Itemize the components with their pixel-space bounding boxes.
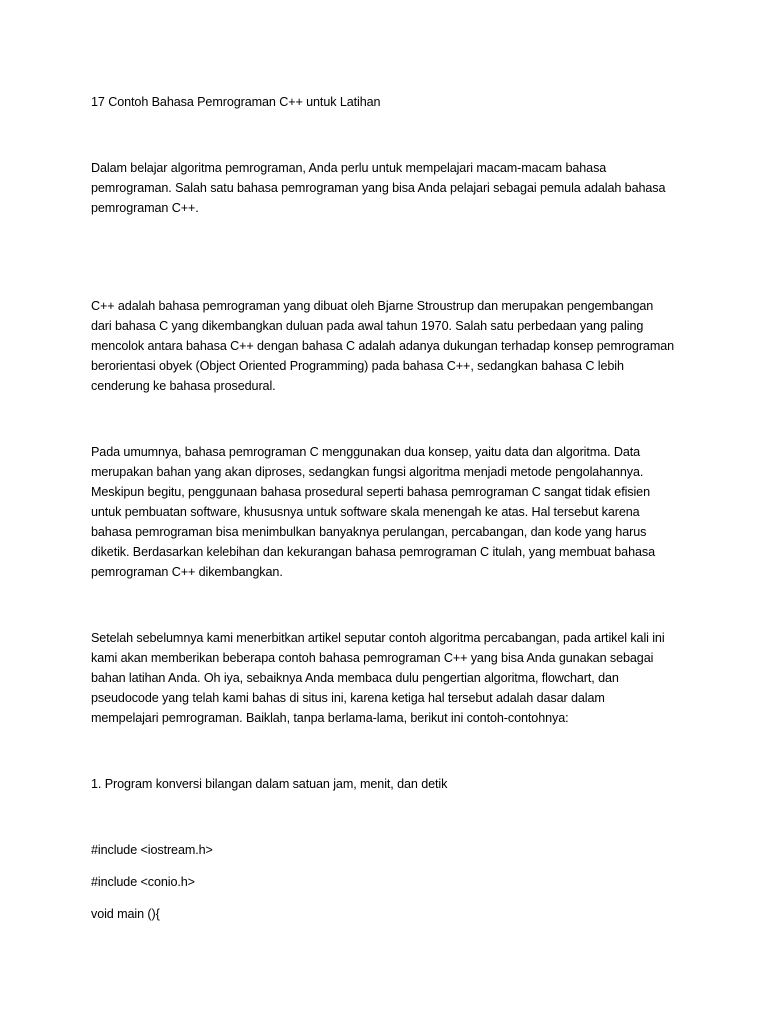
paragraph-2-line-5: cenderung ke bahasa prosedural.	[91, 379, 276, 393]
paragraph-4-line-3: bahan latihan Anda. Oh iya, sebaiknya Anda membaca dulu pengertian algoritma, flowchart, dan	[91, 671, 619, 685]
paragraph-3-line-4: untuk pembuatan software, khususnya untuk software skala menengah ke atas. Hal tersebut karena	[91, 505, 640, 519]
code-line-2: #include <conio.h>	[91, 875, 195, 889]
paragraph-3-line-2: merupakan bahan yang akan diproses, sedangkan fungsi algoritma menjadi metode pengolahannya.	[91, 465, 644, 479]
paragraph-1-line-3: pemrograman C++.	[91, 201, 199, 215]
paragraph-4-line-2: kami akan memberikan beberapa contoh bahasa pemrograman C++ yang bisa Anda gunakan sebagai	[91, 651, 654, 665]
paragraph-4-line-1: Setelah sebelumnya kami menerbitkan artikel seputar contoh algoritma percabangan, pada artikel kali ini	[91, 631, 665, 645]
paragraph-2-line-1: C++ adalah bahasa pemrograman yang dibuat oleh Bjarne Stroustrup dan merupakan pengembangan	[91, 299, 654, 313]
paragraph-2-line-2: dari bahasa C yang dikembangkan duluan pada awal tahun 1970. Salah satu perbedaan yang paling	[91, 319, 644, 333]
paragraph-3-line-7: pemrograman C++ dikembangkan.	[91, 565, 283, 579]
paragraph-4-line-4: pseudocode yang telah kami bahas di situs ini, karena ketiga hal tersebut adalah dasar dalam	[91, 691, 605, 705]
paragraph-3-line-3: Meskipun begitu, penggunaan bahasa prosedural seperti bahasa pemrograman C sangat tidak efisien	[91, 485, 650, 499]
paragraph-4-line-5: mempelajari pemrograman. Baiklah, tanpa berlama-lama, berikut ini contoh-contohnya:	[91, 711, 569, 725]
code-line-1: #include <iostream.h>	[91, 843, 213, 857]
paragraph-1-line-1: Dalam belajar algoritma pemrograman, Anda perlu untuk mempelajari macam-macam bahasa	[91, 161, 607, 175]
document-title: 17 Contoh Bahasa Pemrograman C++ untuk Latihan	[91, 95, 381, 109]
paragraph-2-line-4: berorientasi obyek (Object Oriented Programming) pada bahasa C++, sedangkan bahasa C lebih	[91, 359, 624, 373]
code-line-3: void main (){	[91, 907, 160, 921]
paragraph-3-line-6: diketik. Berdasarkan kelebihan dan kekurangan bahasa pemrograman C itulah, yang membuat bahasa	[91, 545, 655, 559]
section-1-heading: 1. Program konversi bilangan dalam satuan jam, menit, dan detik	[91, 777, 448, 791]
paragraph-2-line-3: mencolok antara bahasa C++ dengan bahasa C adalah adanya dukungan terhadap konsep pemrograman	[91, 339, 675, 353]
paragraph-3-line-5: bahasa pemrograman bisa menimbulkan banyaknya perulangan, percabangan, dan kode yang harus	[91, 525, 647, 539]
paragraph-3-line-1: Pada umumnya, bahasa pemrograman C menggunakan dua konsep, yaitu data dan algoritma. Data	[91, 445, 641, 459]
paragraph-1-line-2: pemrograman. Salah satu bahasa pemrograman yang bisa Anda pelajari sebagai pemula adalah bahasa	[91, 181, 666, 195]
